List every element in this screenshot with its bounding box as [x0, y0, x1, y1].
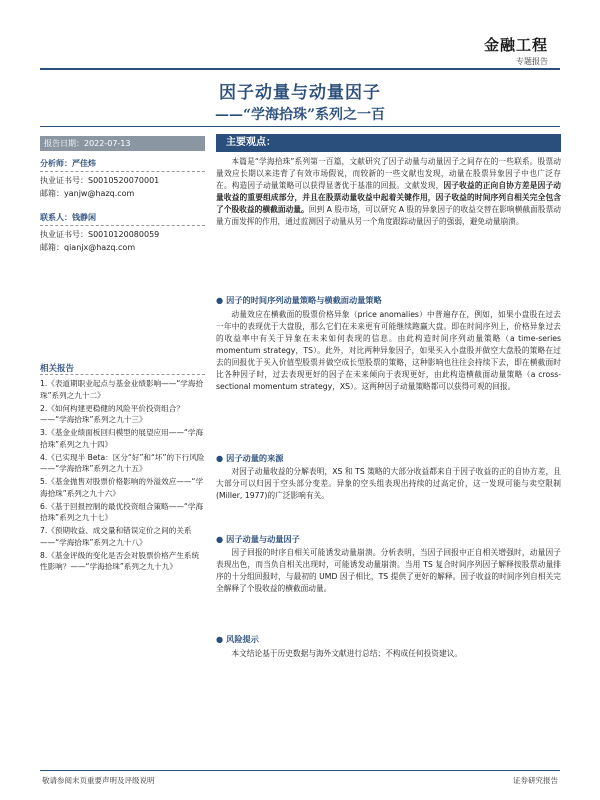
section-heading: ● 因子的时间序列动量策略与横截面动量策略 [216, 295, 382, 305]
list-item[interactable]: 4.《已实现半 Beta：区分“好”和“坏”的下行风险——“学海拾珠”系列之九十五》 [40, 452, 205, 473]
summary-text: 本篇是“学海拾珠”系列第一百篇，文献研究了因子动量与动量因子之间存在的一些联系。股票动量效应长期以来违背了有效市场假说，而较新的一些文献也发现，动量在股票异象因子中也广泛存在。构造因子动量策略可以获得显著优于基准的回报。文献发现， [216, 157, 561, 190]
contact-name: 联系人：钱静闲 [40, 213, 96, 222]
divider [40, 374, 205, 375]
section-paragraph: 对因子动量收益的分解表明，XS 和 TS 策略的大部分收益都来自于因子收益的正的自协方差，且大部分可以归因于空头部分变差。异象的空头组表现出持续的过高定价，这一发现可能与卖空限制(Miller, 1977)的广泛影响有关。 [216, 467, 561, 500]
header-divider [40, 68, 560, 70]
summary-text: 回到 A 股市场，可以研究 A 股的异象因子的收益交替在影响横截面股票动量方面发挥的作用，通过监测因子动量从另一个角度跟踪动量因子的强弱，避免动量崩溃。 [216, 205, 561, 226]
analyst-certificate: 执业证书号：S0010520070001 [40, 176, 160, 185]
related-reports-title: 相关报告 [40, 364, 75, 374]
footer-divider [40, 770, 560, 771]
keypoints-label: 主要观点： [226, 137, 276, 148]
contact-certificate: 执业证书号：S0010120080059 [40, 230, 160, 239]
section-paragraph: 动量效应在横截面的股票价格异象（price anomalies）中普遍存在，例如，如果小盘股在过去一年中的表现优于大盘股，那么它们在未来更有可能继续跑赢大盘。即在时间序列上，价格异象过去的收益率中有关于异象在未来如何表现的信息。由此构造时间序列动量策略（a time-series momentum strategy，TS）。此外，对比两种异象因子，如果买入小盘股并做空大盘股的策略在过去的回报优于买入价值型股票并做空成长型股票的策略，这种影响也往往会持续下去，即在横截面时比各种因子时，过去表现更好的因子在未来倾向于表现更好，由此构造横截面动量策略（a cross-sectional momentum strategy，XS）。这两种因子动量策略都可以获得可观的回报。 [216, 310, 561, 391]
bullet-icon: ● [216, 295, 224, 305]
related-reports-list [40, 378, 205, 574]
disclaimer-link[interactable]: 敬请参阅末页重要声明及评级说明 [42, 776, 155, 785]
bullet-icon: ● [216, 453, 224, 463]
analyst-email[interactable]: 邮箱：yanjw@hazq.com [40, 189, 135, 198]
summary-paragraph [216, 156, 561, 228]
section-paragraph: 因子回报的时序自相关可能诱发动量崩溃。分析表明，当因子回报中正自相关增强时，动量因子表现出色，而当负自相关出现时，可能诱发动量崩溃。当用 TS 复合时间序列因子解释按股票动量排序的十分组回报时，与最初的 UMD 因子相比，TS 提供了更好的解释。因子收益的时间序列自相关完全解释了个股收益的横截面动量。 [216, 548, 561, 593]
report-category: 金融工程 [483, 36, 548, 54]
section-heading: ● 因子动量与动量因子 [216, 534, 300, 544]
list-item[interactable]: 1.《表道期职业起点与基金业绩影响——“学海拾珠”系列之九十二》 [40, 379, 204, 400]
report-subtitle: ——“学海拾珠”系列之一百 [214, 107, 386, 123]
list-item[interactable]: 6.《基于回报控制的最优投资组合策略——“学海拾珠”系列之九十七》 [40, 501, 204, 522]
report-type: 专题报告 [516, 57, 548, 66]
contact-email[interactable]: 邮箱：qianjx@hazq.com [40, 243, 136, 252]
list-item[interactable]: 7.《预期收益、成交量和错误定价之间的关系——“学海拾珠”系列之九十八》 [40, 526, 192, 547]
analyst-name: 分析师：严佳炜 [40, 159, 96, 168]
title-divider [40, 126, 560, 127]
list-item[interactable]: 8.《基金评级的变化是否会对股票价格产生系统性影响？——“学海拾珠”系列之九十九》 [40, 550, 200, 571]
divider [40, 225, 205, 226]
list-item[interactable]: 5.《基金抛售对股票价格影响的外溢效应——“学海拾珠”系列之九十六》 [40, 477, 204, 498]
bullet-icon: ● [216, 634, 224, 644]
report-title: 因子动量与动量因子 [219, 83, 381, 103]
divider [40, 171, 205, 172]
section-heading: ● 风险提示 [216, 634, 259, 644]
list-item[interactable]: 2.《如何构建更稳健的风险平价投资组合？——“学海拾珠”系列之九十三》 [40, 403, 184, 424]
report-date: 报告日期：2022-07-13 [40, 136, 205, 151]
section-paragraph: 本文结论基于历史数据与海外文献进行总结；不构成任何投资建议。 [231, 649, 463, 658]
footer-label: 证券研究报告 [513, 776, 558, 785]
list-item[interactable]: 3.《基金业绩面板回归模型的展望应用——“学海拾珠”系列之九十四》 [40, 428, 204, 449]
bullet-icon: ● [216, 534, 224, 544]
summary-highlight: 因子收益的正向自协方差是因子动量收益的重要组成部分，并且在股票动量收益中起着关键作用，因子收益的时间序列自相关完全包含了个股收益的横截面动量。 [216, 181, 561, 214]
section-heading: ● 因子动量的来源 [216, 453, 284, 463]
